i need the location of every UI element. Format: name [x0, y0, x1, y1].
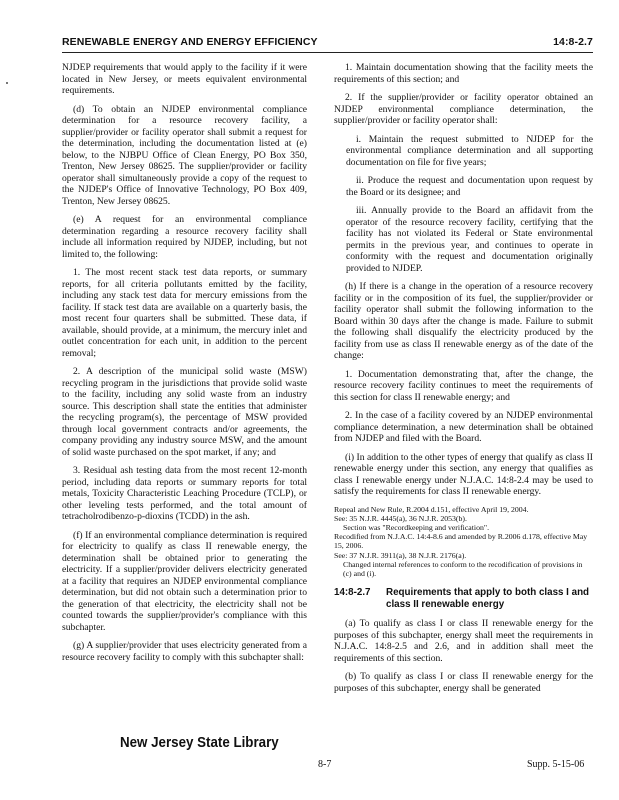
right-column [334, 62, 593, 701]
page-number: 8-7 [318, 759, 332, 770]
paragraph-2-7-b: (b) To qualify as class I or class II renewable energy for the purposes of this subchapter, energy shall be generated [334, 671, 593, 694]
left-column [62, 62, 307, 670]
history-notes [334, 505, 593, 579]
section-heading-number: 14:8-2.7 [334, 587, 371, 599]
paragraph-e: (e) A request for an environmental compliance determination regarding a resource recovery facility shall include all information required by NJDEP, including, but not limited to, the following: [62, 214, 307, 260]
section-number: 14:8-2.7 [553, 36, 593, 48]
paragraph-g-2-ii: ii. Produce the request and documentation upon request by the Board or its designee; and [346, 175, 593, 198]
section-heading [334, 587, 593, 610]
library-stamp: New Jersey State Library [120, 735, 279, 751]
paragraph-e-1: 1. The most recent stack test data reports, or summary reports, for all criteria pollutants emitted by the facility, including any stack test data for mercury emissions from the facility. If stack test data are available on a quarterly basis, the most recent four quarters shall be submitted. These data, if available, should provide, at a minimum, the mercury inlet and outlet concentration for each unit, in addition to the percent removal; [62, 267, 307, 359]
paragraph-g-2: 2. If the supplier/provider or facility operator obtained an NJDEP environmental compliance determination, the supplier/provider or facility operator shall: [334, 92, 593, 126]
paragraph-g: (g) A supplier/provider that uses electricity generated from a resource recovery facility to comply with this subchapter shall: [62, 640, 307, 663]
history-note: See: 37 N.J.R. 3911(a), 38 N.J.R. 2176(a). [334, 550, 467, 560]
paragraph-d: (d) To obtain an NJDEP environmental compliance determination for a resource recovery facility, a supplier/provider or facility operator shall submit a request for the determination, including the documentation listed at (e) below, to the NJBPU Office of Clean Energy, PO Box 350, Trenton, New Jersey 08625. The supplier/provider or facility operator shall simultaneously provide a copy of the request to the NJDEP's Office of Innovative Technology, PO Box 409, Trenton, New Jersey 08625. [62, 103, 307, 207]
paragraph-e-3: 3. Residual ash testing data from the most recent 12-month period, including data reports or summary reports for total metals, Toxicity Characteristic Leaching Procedure (TCLP), or other leveling tests performed, and the total amount of tetracholrodibenzo-p-dioxins (TCDD) in the ash. [62, 465, 307, 522]
paragraph-g-1: 1. Maintain documentation showing that the facility meets the requirements of this section; and [334, 62, 593, 85]
history-note: Changed internal references to conform to the recodification of provisions in (c) and (i). [343, 559, 583, 578]
paragraph-g-2-iii: iii. Annually provide to the Board an affidavit from the operator of the resource recovery facility, certifying that the facility has not violated its Federal or State environmental permits in the previous year, and continues to operate in conformity with the request and documentation originally provided to NJDEP. [346, 205, 593, 274]
page-header [62, 34, 593, 53]
paragraph-h-2: 2. In the case of a facility covered by an NJDEP environmental compliance determination, a new determination shall be obtained from NJDEP and filed with the Board. [334, 410, 593, 444]
paragraph-h-1: 1. Documentation demonstrating that, after the change, the resource recovery facility continues to meet the requirements of this section for class II renewable energy; and [334, 368, 593, 403]
paragraph-e-2: 2. A description of the municipal solid waste (MSW) recycling program in the jurisdictions that provide solid waste to the facility, including any solid waste from an industry source. This description shall state the entities that administer the recycling program(s), the percentage of MSW provided through local government contracts and/or agreements, the company providing any industry source MSW, and the amount of solid waste purchased on the spot market, if any; and [62, 366, 307, 458]
history-note: See: 35 N.J.R. 4445(a), 36 N.J.R. 2053(b). [334, 513, 467, 523]
paragraph-c-continued: NJDEP requirements that would apply to the facility if it were located in New Jersey, or meets equivalent environmental requirements. [62, 62, 307, 96]
section-heading-title: Requirements that apply to both class I and class II renewable energy [386, 587, 590, 610]
paragraph-2-7-a: (a) To qualify as class I or class II renewable energy for the purposes of this subchapter, energy shall meet the requirements in N.J.A.C. 14:8-2.5 and 2.6, and in addition shall meet the requirements of this section. [334, 618, 593, 664]
scan-artifact [6, 82, 8, 84]
paragraph-g-2-i: i. Maintain the request submitted to NJDEP for the environmental compliance determination and all supporting documentation on file for five years; [346, 133, 593, 168]
paragraph-h: (h) If there is a change in the operation of a resource recovery facility or in the composition of its fuel, the supplier/provider or facility operator shall submit the following information to the Board within 30 days after the change is made. Failure to submit the following shall disqualify the electricity produced by the facility from use as class II renewable energy as of the date of the change: [334, 281, 593, 361]
history-note: Section was "Recordkeeping and verification". [343, 522, 490, 532]
running-title: RENEWABLE ENERGY AND ENERGY EFFICIENCY [62, 36, 318, 48]
history-note: Repeal and New Rule, R.2004 d.151, effective April 19, 2004. [334, 504, 529, 514]
paragraph-i: (i) In addition to the other types of energy that qualify as class II renewable energy under this section, any energy that qualifies as class I renewable energy under N.J.A.C. 14:8-2.4 may be used to satisfy the requirements for class II renewable energy. [334, 451, 593, 497]
history-note: Recodified from N.J.A.C. 14:4-8.6 and amended by R.2006 d.178, effective May 15, 2006. [334, 532, 588, 551]
supplement-date: Supp. 5-15-06 [527, 759, 585, 770]
paragraph-f: (f) If an environmental compliance determination is required for electricity to qualify as class II renewable energy, the determination shall be obtained prior to generating the electricity. If a supplier/provider delivers electricity generated at a facility that requires an NJDEP environmental compliance determination, but did not obtain such a determination prior to the generation of that electricity, the electricity shall not be counted towards the supplier/provider's compliance with this subchapter. [62, 529, 307, 633]
